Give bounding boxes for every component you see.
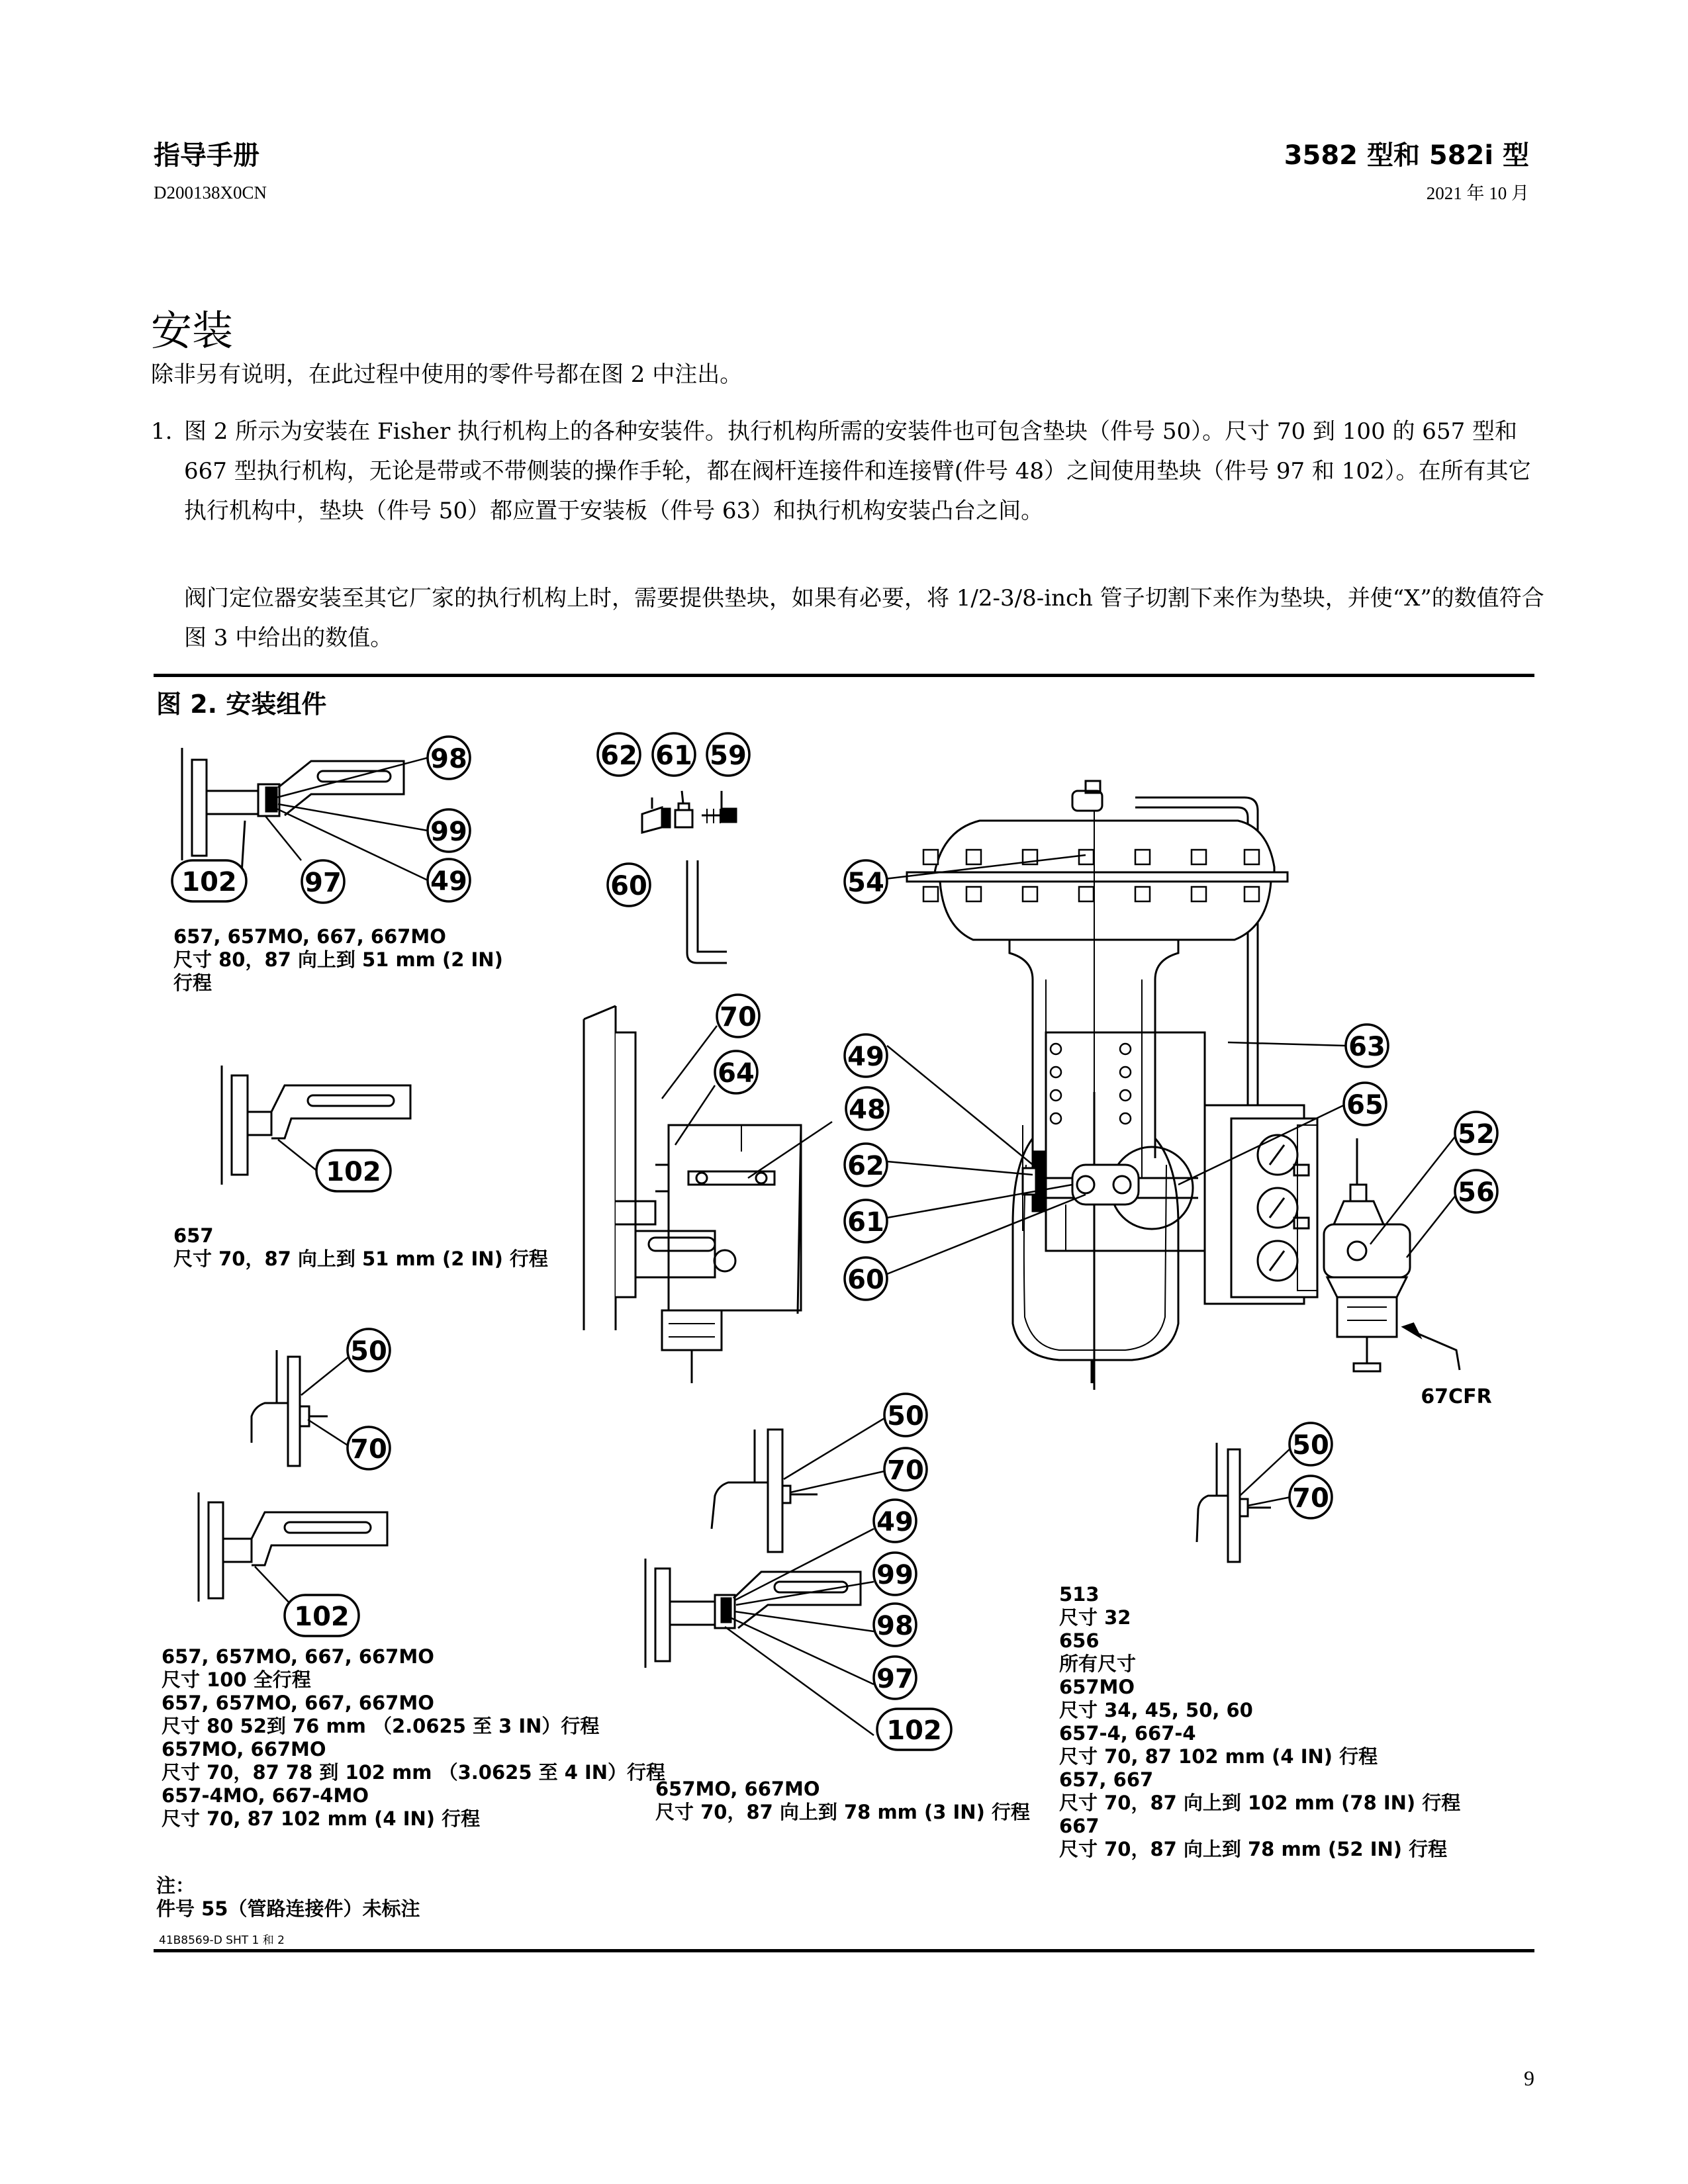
figure-title: 图 2. 安装组件 [156, 690, 327, 719]
detail-left-50-70 [252, 1350, 328, 1466]
regulator-label: 67CFR [1421, 1385, 1492, 1408]
callout-60: 60 [847, 1265, 884, 1295]
step-1-text: 图 2 所示为安装在 Fisher 执行机构上的各种安装件。执行机构所需的安装件也可包含垫块（件号 50）。尺寸 70 到 100 的 657 型和 667 型执行机构，无论是带或不带侧装的操作手轮，都在阀杆连接件和连接臂(件号 48）之间使用垫块（件号 97 和 102）。在所有其它执行机构中，垫块（件号 50）都应置于安装板（件号 63）和执行机构安装凸台之间。 [184, 418, 1531, 524]
manual-title: 指导手册 [154, 140, 259, 171]
callout-56: 56 [1458, 1177, 1495, 1208]
callout-48: 48 [849, 1095, 886, 1125]
leaders-left-50-70 [301, 1357, 349, 1446]
caption-middle-left: 657 尺寸 70，87 向上到 51 mm (2 IN) 行程 [173, 1224, 548, 1270]
step-1-number: 1. [151, 418, 173, 445]
drawing-code: 41B8569-D SHT 1 和 2 [159, 1934, 285, 1947]
callout-62: 62 [847, 1151, 884, 1181]
caption-bottom-center: 657MO, 667MO 尺寸 70，87 向上到 78 mm (3 IN) 行程 [655, 1778, 1030, 1823]
hardware-62-61-59 [642, 791, 736, 963]
callout-65: 65 [1346, 1090, 1383, 1120]
callout-62: 62 [600, 741, 637, 771]
callout-102: 102 [294, 1602, 350, 1632]
callout-61: 61 [655, 741, 692, 771]
callout-102: 102 [326, 1157, 381, 1187]
callout-70: 70 [1292, 1483, 1329, 1514]
detail-center-positioner [584, 1006, 801, 1383]
callout-99: 99 [876, 1560, 914, 1590]
callout-61: 61 [847, 1207, 884, 1238]
callout-102: 102 [886, 1715, 942, 1746]
callout-49: 49 [430, 866, 467, 897]
callout-50: 50 [887, 1401, 924, 1432]
callout-70: 70 [350, 1434, 387, 1465]
detail-bottom-center-50-70 [712, 1430, 818, 1552]
callout-52: 52 [1458, 1119, 1495, 1150]
callout-49: 49 [876, 1507, 914, 1537]
step-1-paragraph-2: 阀门定位器安装至其它厂家的执行机构上时，需要提供垫块，如果有必要，将 1/2-3/8-inch 管子切割下来作为垫块，并使“X”的数值符合图 3 中给出的数值。 [184, 585, 1544, 651]
document-number: D200138X0CN [154, 183, 267, 203]
section-heading: 安装 [151, 306, 234, 355]
intro-paragraph: 除非另有说明，在此过程中使用的零件号都在图 2 中注出。 [151, 361, 743, 388]
detail-bottom-center [645, 1559, 861, 1668]
callout-60: 60 [610, 871, 647, 901]
callout-49: 49 [847, 1042, 884, 1072]
leaders-bottom-center-50-70 [784, 1418, 884, 1492]
callout-70: 70 [887, 1455, 924, 1486]
page-number: 9 [1524, 2066, 1534, 2090]
figure-bottom-rule [154, 1949, 1534, 1952]
callout-59: 59 [710, 741, 747, 771]
product-title: 3582 型和 582i 型 [1284, 140, 1529, 171]
callout-102: 102 [181, 867, 237, 897]
leaders-bottom-center [725, 1529, 874, 1735]
caption-bottom-right: 513 尺寸 32 656 所有尺寸 657MO 尺寸 34, 45, 50, 60 657-4, 667-4 尺寸 70, 87 102 mm (4 IN) 行程 657, 667 尺寸 70，87 向上到 102 mm (78 IN) 行程 667 尺寸 70，87 向上到 78 mm (52 IN) 行程 [1059, 1583, 1461, 1860]
callout-50: 50 [1292, 1430, 1329, 1461]
detail-bottom-left [199, 1492, 387, 1605]
document-date: 2021 年 10 月 [1426, 183, 1529, 203]
detail-right-50-70 [1197, 1443, 1271, 1562]
callout-97: 97 [305, 868, 342, 898]
figure-note: 注： 件号 55（管路连接件）未标注 [156, 1874, 420, 1920]
callout-70: 70 [720, 1002, 757, 1032]
callout-64: 64 [718, 1058, 755, 1089]
plate-holes [1051, 1044, 1131, 1124]
caption-bottom-left: 657, 657MO, 667, 667MO 尺寸 100 全行程 657, 657MO, 667, 667MO 尺寸 80 52到 76 mm （2.0625 至 3 IN）行程 657MO, 667MO 尺寸 70，87 78 到 102 mm （3.0625 至 4 IN）行程 657-4MO, 667-4MO 尺寸 70, 87 102 mm (4 IN) 行程 [162, 1645, 666, 1830]
callout-63: 63 [1348, 1032, 1385, 1062]
caption-top-left: 657, 657MO, 667, 667MO 尺寸 80，87 向上到 51 mm (2 IN) 行程 [173, 925, 503, 994]
callout-99: 99 [430, 817, 467, 847]
callout-97: 97 [876, 1664, 914, 1694]
leaders-right-50-70 [1240, 1448, 1291, 1506]
callout-50: 50 [350, 1336, 387, 1367]
callout-98: 98 [430, 744, 467, 774]
callout-98: 98 [876, 1611, 914, 1641]
callout-54: 54 [847, 868, 884, 898]
